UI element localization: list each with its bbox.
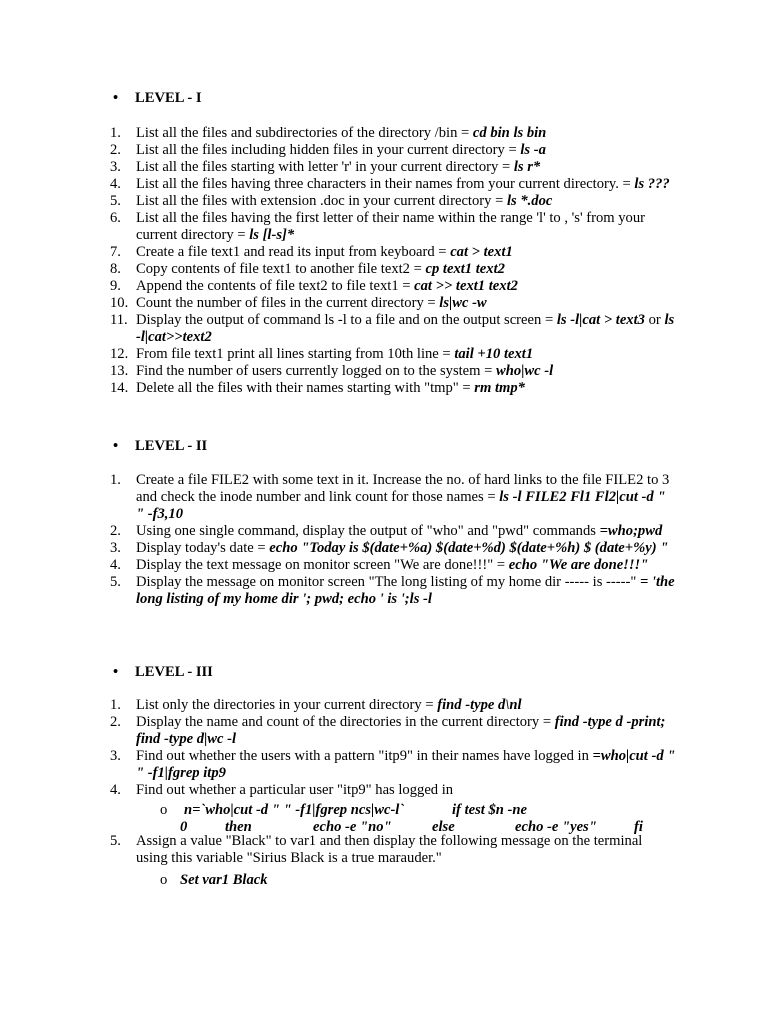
item-answer: who|wc -l [496, 363, 554, 379]
item-question: List all the files and subdirectories of the directory /bin = [136, 125, 473, 141]
level1-item [110, 193, 676, 210]
item-question: List all the files having three characters in their names from your current directory. = [136, 176, 635, 192]
item-question: List all the files starting with letter 'r' in your current directory = [136, 159, 514, 175]
level1-item [110, 159, 676, 176]
level-3-heading: • LEVEL - III [113, 664, 213, 680]
level-3-list [110, 697, 676, 867]
item-number: 9. [110, 278, 121, 294]
item-question: Using one single command, display the output of "who" and "pwd" commands [136, 523, 600, 539]
level1-item [110, 346, 676, 363]
item-number: 1. [110, 472, 121, 488]
level2-item [110, 472, 676, 523]
bullet-icon: • [113, 438, 119, 454]
item-number: 1. [110, 125, 121, 141]
item-number: 4. [110, 557, 121, 573]
item-number: 1. [110, 697, 121, 713]
level3-item [110, 748, 676, 782]
level3-item [110, 833, 676, 867]
item-question: Find out whether the users with a pattern "itp9" in their names have logged in [136, 748, 593, 764]
level3-item [110, 714, 676, 748]
item-answer: = 'the long listing of my home dir '; pwd; echo ' is ';ls -l [136, 574, 675, 607]
level1-item [110, 380, 676, 397]
item-question: List all the files including hidden files in your current directory = [136, 142, 521, 158]
item-question: Assign a value "Black" to var1 and then display the following message on the terminal using this variable "Sirius Black is a true marauder." [136, 833, 643, 866]
item-number: 3. [110, 540, 121, 556]
sub4-part: else [432, 819, 455, 835]
level1-item [110, 261, 676, 278]
level1-item [110, 312, 676, 346]
item-question: List all the files with extension .doc in your current directory = [136, 193, 507, 209]
item-answer: ls ??? [634, 176, 670, 192]
sub4-part: 0 [180, 819, 188, 835]
item-number: 14. [110, 380, 129, 396]
sub5-text: Set var1 Black [180, 872, 268, 888]
item-answer: tail +10 text1 [454, 346, 534, 362]
item-question: List all the files having the first letter of their name within the range 'l' to , 's' from your current directory = [136, 210, 646, 243]
item-number: 7. [110, 244, 121, 260]
level3-item [110, 697, 676, 714]
item-question: Delete all the files with their names starting with "tmp" = [136, 380, 475, 396]
item-question: Find out whether a particular user "itp9" has logged in [136, 782, 454, 798]
item-number: 2. [110, 142, 121, 158]
level1-item [110, 363, 676, 380]
item-answer: echo "We are done!!!" [508, 557, 649, 573]
item-answer: ls [l-s]* [249, 227, 295, 243]
item-number: 8. [110, 261, 121, 277]
item-question: Create a file text1 and read its input from keyboard = [136, 244, 451, 260]
item-number: 2. [110, 523, 121, 539]
item-answer: cp text1 text2 [425, 261, 505, 277]
item-answer: rm tmp* [474, 380, 525, 396]
item-question: From file text1 print all lines starting from 10th line = [136, 346, 455, 362]
item-answer: =who|cut -d " " -f1|fgrep itp9 [136, 748, 676, 781]
circle-bullet-icon: o [160, 872, 168, 888]
item-number: 5. [110, 833, 121, 849]
item-number: 5. [110, 574, 121, 590]
item-question-cont: or [644, 312, 665, 328]
level-3-item-5-sub [160, 872, 460, 889]
item-number: 5. [110, 193, 121, 209]
circle-bullet-icon: o [160, 802, 168, 818]
bullet-icon: • [113, 90, 119, 106]
level1-item [110, 295, 676, 312]
item-answer: ls r* [513, 159, 541, 175]
level2-item [110, 574, 676, 608]
item-question: Copy contents of file text1 to another file text2 = [136, 261, 426, 277]
level1-item [110, 142, 676, 159]
item-answer: ls -l FILE2 Fl1 Fl2|cut -d " " -f3,10 [136, 489, 666, 522]
level-2-heading: • LEVEL - II [113, 438, 208, 454]
item-answer: ls -a [520, 142, 546, 158]
item-question: Create a file FILE2 with some text in it. Increase the no. of hard links to the file FILE2 to 3 and check the inode number and link count for those names = [136, 472, 670, 505]
item-number: 6. [110, 210, 121, 226]
item-number: 3. [110, 159, 121, 175]
bullet-icon: • [113, 664, 119, 680]
item-question: Count the number of files in the current directory = [136, 295, 440, 311]
sub4-part: then [225, 819, 252, 835]
item-question: Display the message on monitor screen "The long listing of my home dir ----- is -----" [136, 574, 640, 590]
level2-item [110, 557, 676, 574]
item-answer: ls -l|cat > text3 [556, 312, 645, 328]
item-question: Find the number of users currently logged on to the system = [136, 363, 497, 379]
item-answer: cat > text1 [450, 244, 513, 260]
item-answer: ls *.doc [506, 193, 553, 209]
item-answer: cd bin ls bin [472, 125, 547, 141]
item-answer: echo "Today is $(date+%a) $(date+%d) $(date+%h) $ (date+%y) " [269, 540, 669, 556]
sub4-part: if test $n -ne [452, 802, 527, 818]
level3-item [110, 782, 676, 799]
item-number: 4. [110, 176, 121, 192]
level-1-list [110, 125, 676, 397]
item-question: List only the directories in your current directory = [136, 697, 438, 713]
item-answer: ls|wc -w [439, 295, 487, 311]
item-answer: find -type d -print; find -type d|wc -l [136, 714, 666, 747]
item-answer: =who;pwd [599, 523, 663, 539]
item-answer-alt: ls -l|cat>>text2 [136, 312, 675, 345]
item-number: 12. [110, 346, 129, 362]
level1-item [110, 278, 676, 295]
level1-item [110, 210, 676, 244]
sub4-part: n=`who|cut -d " " -f1|fgrep ncs|wc-l` [184, 802, 405, 818]
sub4-part: echo -e "no" [313, 819, 392, 835]
item-question: Append the contents of file text2 to file text1 = [136, 278, 415, 294]
item-number: 4. [110, 782, 121, 798]
item-question: Display the text message on monitor screen "We are done!!!" = [136, 557, 509, 573]
level-1-heading: • LEVEL - I [113, 90, 202, 106]
level1-item [110, 244, 676, 261]
level1-item [110, 176, 676, 193]
item-question: Display today's date = [136, 540, 270, 556]
item-number: 11. [110, 312, 128, 328]
item-question: Display the output of command ls -l to a file and on the output screen = [136, 312, 557, 328]
level-2-list [110, 472, 676, 608]
item-answer: find -type d\nl [437, 697, 522, 713]
sub4-part: fi [634, 819, 643, 835]
item-answer: cat >> text1 text2 [414, 278, 518, 294]
item-number: 3. [110, 748, 121, 764]
level2-item [110, 540, 676, 557]
level-3-item-4-sub [160, 802, 680, 836]
sub4-part: echo -e "yes" [515, 819, 597, 835]
item-number: 2. [110, 714, 121, 730]
level2-item [110, 523, 676, 540]
item-question: Display the name and count of the directories in the current directory = [136, 714, 555, 730]
item-number: 13. [110, 363, 129, 379]
level1-item [110, 125, 676, 142]
item-number: 10. [110, 295, 129, 311]
